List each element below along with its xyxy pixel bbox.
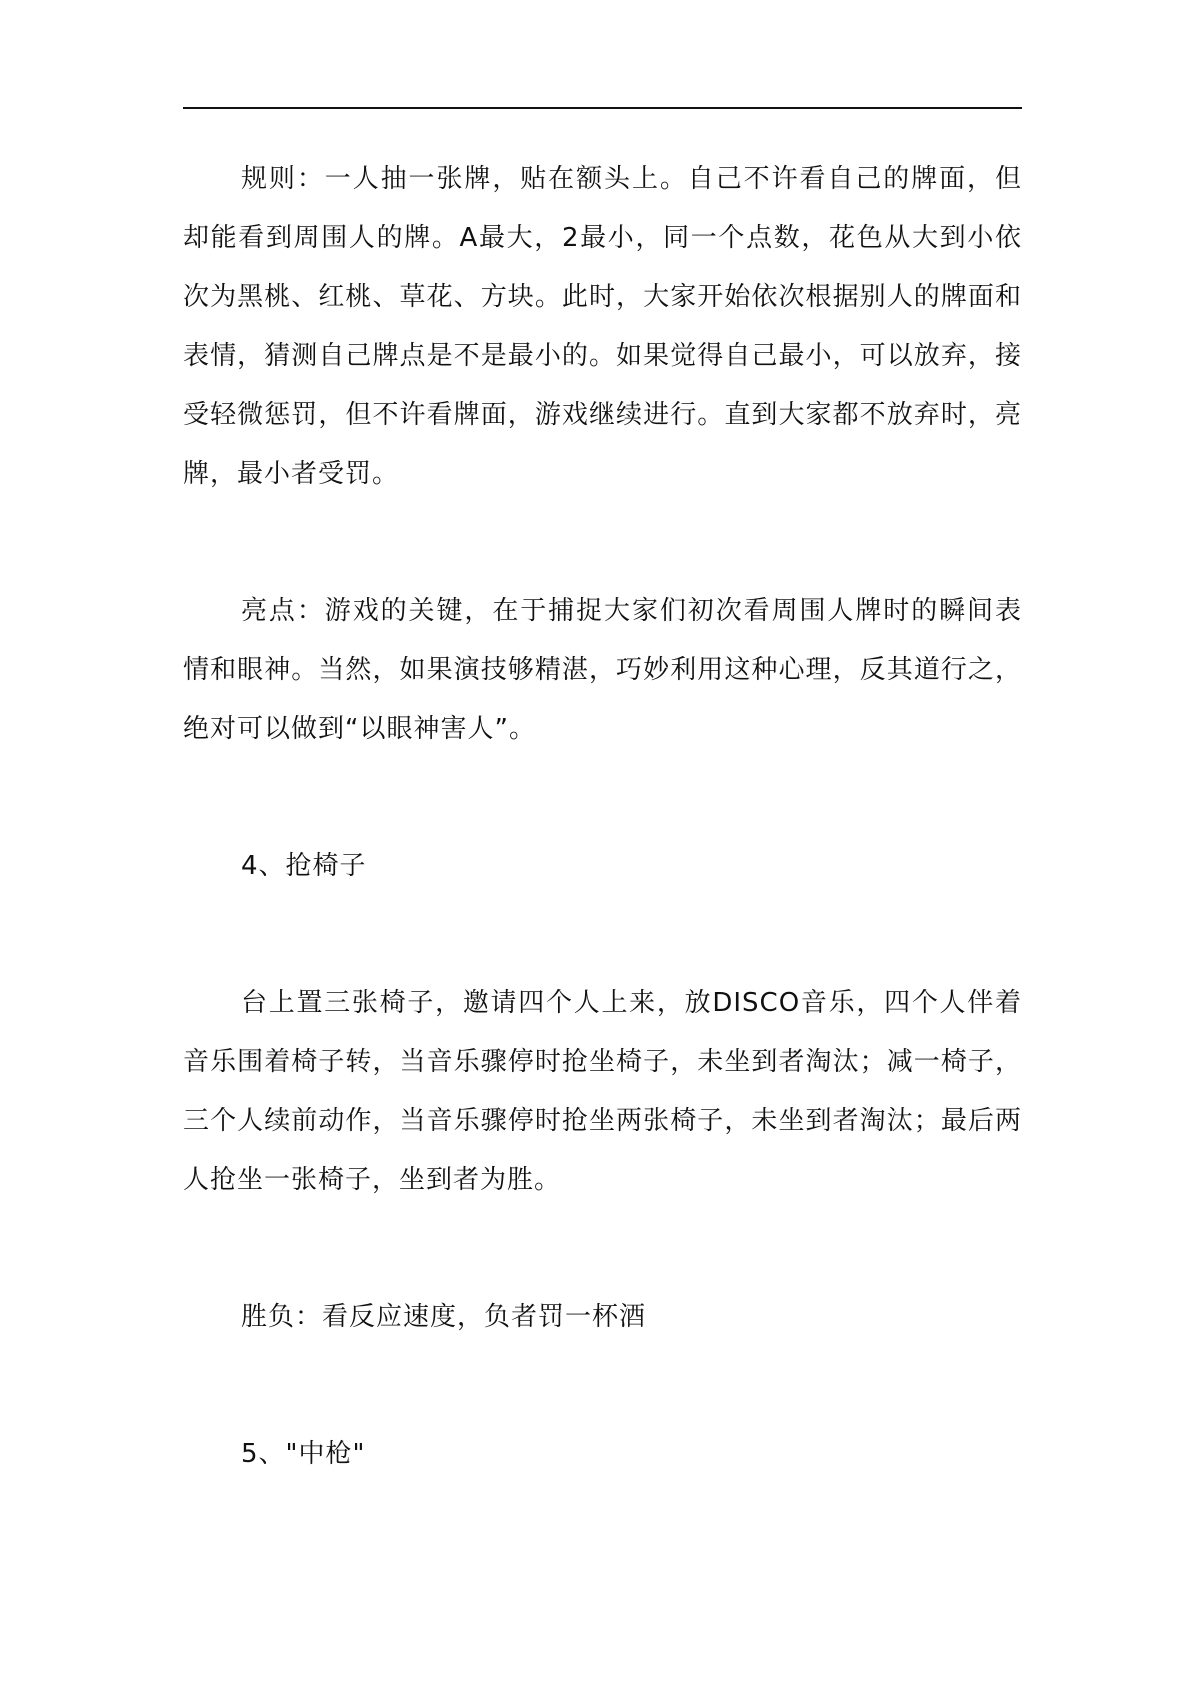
paragraph-rules: 规则：一人抽一张牌，贴在额头上。自己不许看自己的牌面，但却能看到周围人的牌。A最大，2最小，同一个点数，花色从大到小依次为黑桃、红桃、草花、方块。此时，大家开始依次根据别人的牌面和表情，猜测自己牌点是不是最小的。如果觉得自己最小，可以放弃，接受轻微惩罚，但不许看牌面，游戏继续进行。直到大家都不放弃时，亮牌，最小者受罚。 [183, 164, 1022, 489]
paragraph-gap [183, 896, 1022, 974]
paragraph-gap [183, 1210, 1022, 1288]
body-text [183, 150, 1022, 1484]
paragraph-gap [183, 504, 1022, 582]
section-heading-4: 4、抢椅子 [241, 851, 367, 881]
paragraph-gap [183, 1347, 1022, 1425]
paragraph-outcome: 胜负：看反应速度，负者罚一杯酒 [241, 1302, 647, 1332]
section-heading-5: 5、"中枪" [241, 1439, 366, 1469]
paragraph-highlight: 亮点：游戏的关键，在于捕捉大家们初次看周围人牌时的瞬间表情和眼神。当然，如果演技够精湛，巧妙利用这种心理，反其道行之，绝对可以做到“以眼神害人”。 [183, 596, 1022, 744]
header-rule [183, 107, 1022, 109]
paragraph-gap [183, 759, 1022, 837]
paragraph-chairs-rules: 台上置三张椅子，邀请四个人上来，放DISCO音乐，四个人伴着音乐围着椅子转，当音乐骤停时抢坐椅子，未坐到者淘汰；减一椅子，三个人续前动作，当音乐骤停时抢坐两张椅子，未坐到者淘汰；最后两人抢坐一张椅子，坐到者为胜。 [183, 988, 1022, 1195]
